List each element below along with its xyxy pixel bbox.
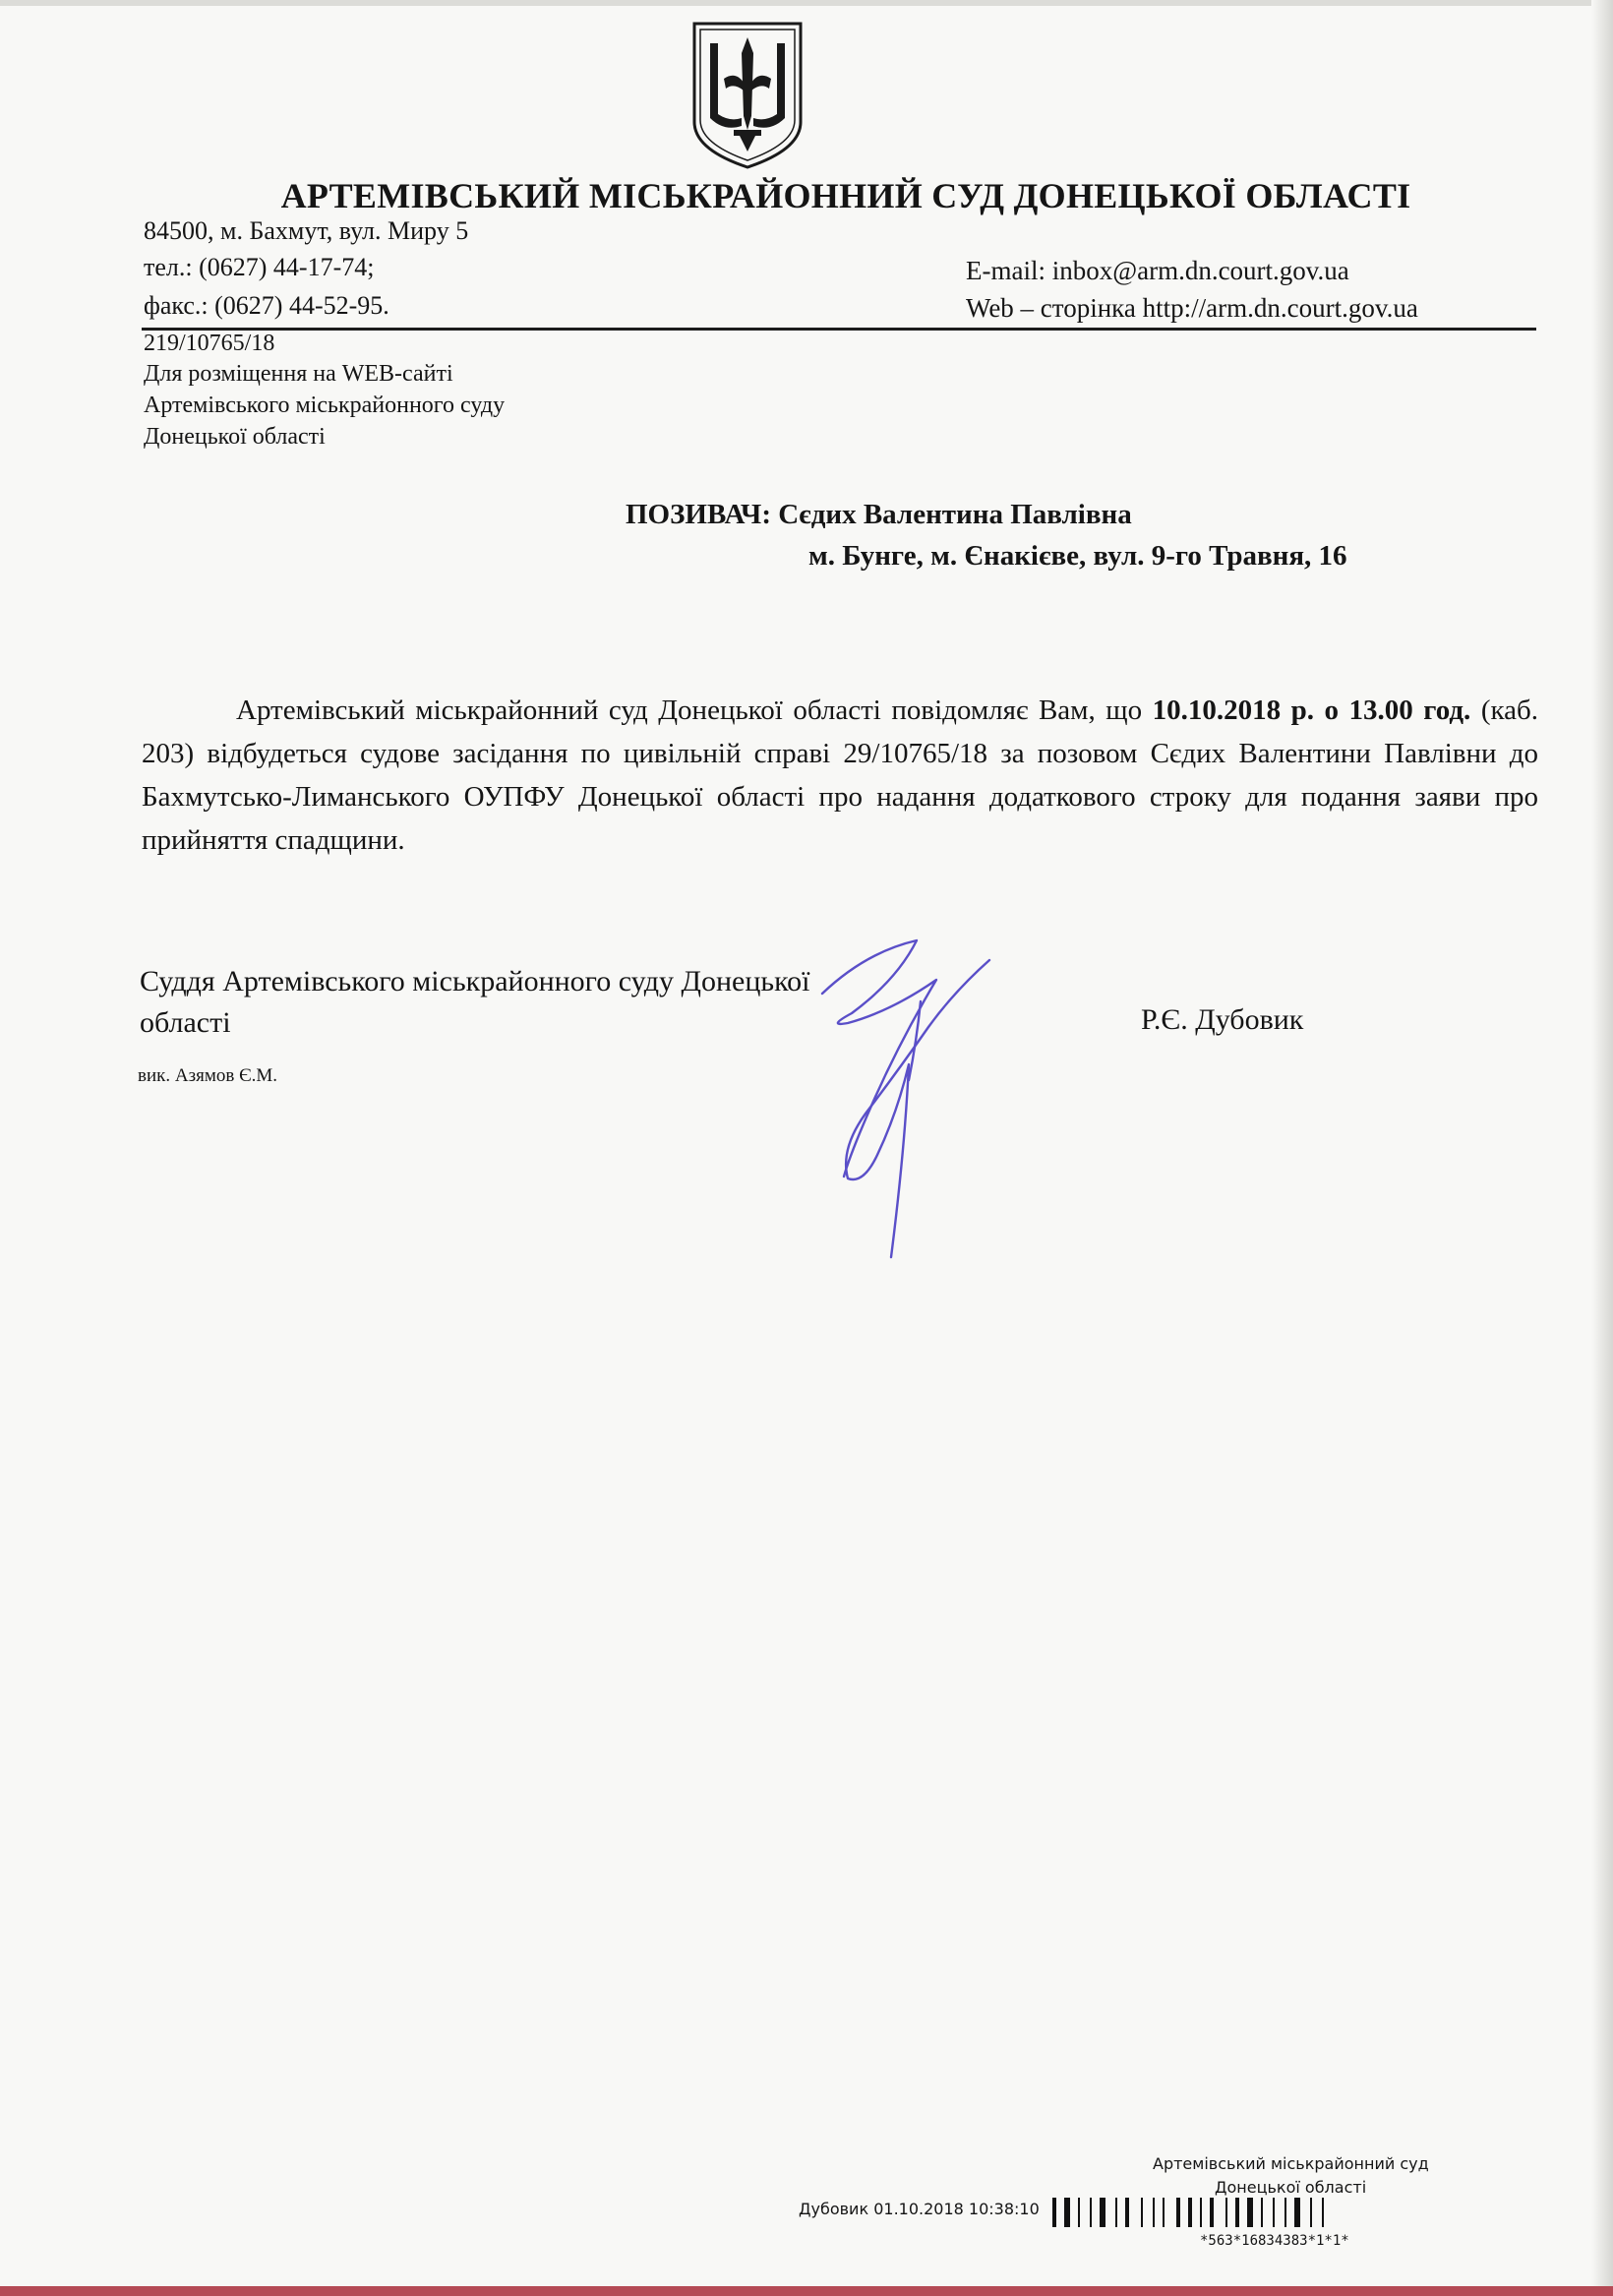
barcode-bar	[1064, 2198, 1070, 2227]
stamp-signature-timestamp: Дубовик 01.10.2018 10:38:10	[799, 2200, 1040, 2218]
tryzub-emblem-icon	[688, 20, 806, 169]
barcode-bar	[1163, 2198, 1165, 2227]
court-name: АРТЕМІВСЬКИЙ МІСЬКРАЙОННИЙ СУД ДОНЕЦЬКОЇ ОБЛАСТІ	[280, 176, 1411, 215]
barcode-bar	[1052, 2198, 1056, 2227]
barcode-icon	[1052, 2198, 1534, 2235]
handwritten-signature	[806, 933, 1023, 1277]
header-divider	[142, 328, 1536, 331]
court-phone: тел.: (0627) 44-17-74;	[144, 253, 375, 281]
scan-bottom-edge	[0, 2286, 1613, 2296]
court-website: Web – сторінка http://arm.dn.court.gov.ua	[966, 293, 1418, 323]
case-number: 219/10765/18	[144, 331, 275, 356]
barcode-bar	[1141, 2198, 1143, 2227]
barcode-bar	[1273, 2198, 1275, 2227]
executor-note: вик. Азямов Є.М.	[138, 1065, 278, 1086]
barcode-bar	[1235, 2198, 1239, 2227]
plaintiff-address: м. Бунге, м. Єнакієве, вул. 9-го Травня, 16	[808, 540, 1347, 572]
barcode-bar	[1225, 2198, 1227, 2227]
barcode-text: *563*16834383*1*1*	[1200, 2233, 1349, 2247]
barcode-bar	[1153, 2198, 1155, 2227]
barcode-bar	[1188, 2198, 1192, 2227]
barcode-bar	[1100, 2198, 1105, 2227]
barcode-bar	[1284, 2198, 1286, 2227]
plaintiff-label: ПОЗИВАЧ:	[626, 499, 771, 530]
judge-name: Р.Є. Дубовик	[1141, 1003, 1304, 1036]
barcode-bar	[1176, 2198, 1180, 2227]
barcode-bar	[1200, 2198, 1202, 2227]
barcode-bar	[1210, 2198, 1214, 2227]
barcode-bar	[1115, 2198, 1117, 2227]
notice-text-part1: Артемівський міськрайонний суд Донецької області повідомляє Вам, що	[236, 695, 1153, 726]
barcode-bar	[1261, 2198, 1263, 2227]
court-address: 84500, м. Бахмут, вул. Миру 5	[144, 216, 469, 245]
stamp-court: Артемівський міськрайонний суд	[1153, 2154, 1429, 2173]
barcode-bar	[1078, 2198, 1080, 2227]
notice-body	[142, 689, 1538, 862]
barcode-bar	[1310, 2198, 1312, 2227]
scan-right-edge	[1591, 0, 1613, 2296]
plaintiff-line	[626, 499, 1132, 531]
judge-title: Суддя Артемівського міськрайонного суду Донецької області	[140, 965, 810, 1039]
hearing-datetime: 10.10.2018 р. о 13.00 год.	[1152, 695, 1471, 726]
barcode-bar	[1322, 2198, 1324, 2227]
barcode-bar	[1125, 2198, 1129, 2227]
barcode-bar	[1090, 2198, 1092, 2227]
stamp-region: Донецької області	[1215, 2178, 1367, 2197]
notice-text-part2: (каб. 203) відбудеться судове засідання по цивільній справі 29/10765/18 за позовом Сєдих Валентини Павлівни до Бахмутсько-Лиманського ОУПФУ Донецької області про надання додаткового строку для подання заяви про прийняття спадщини.	[142, 695, 1539, 856]
placement-note: Для розміщення на WEB-сайті Артемівського міськрайонного суду Донецької області	[144, 361, 506, 450]
court-email: E-mail: inbox@arm.dn.court.gov.ua	[966, 256, 1349, 285]
scan-top-edge	[0, 0, 1613, 6]
barcode-bar	[1247, 2198, 1253, 2227]
barcode-bar	[1294, 2198, 1300, 2227]
plaintiff-name: Сєдих Валентина Павлівна	[778, 499, 1132, 530]
court-fax: факс.: (0627) 44-52-95.	[144, 291, 389, 320]
